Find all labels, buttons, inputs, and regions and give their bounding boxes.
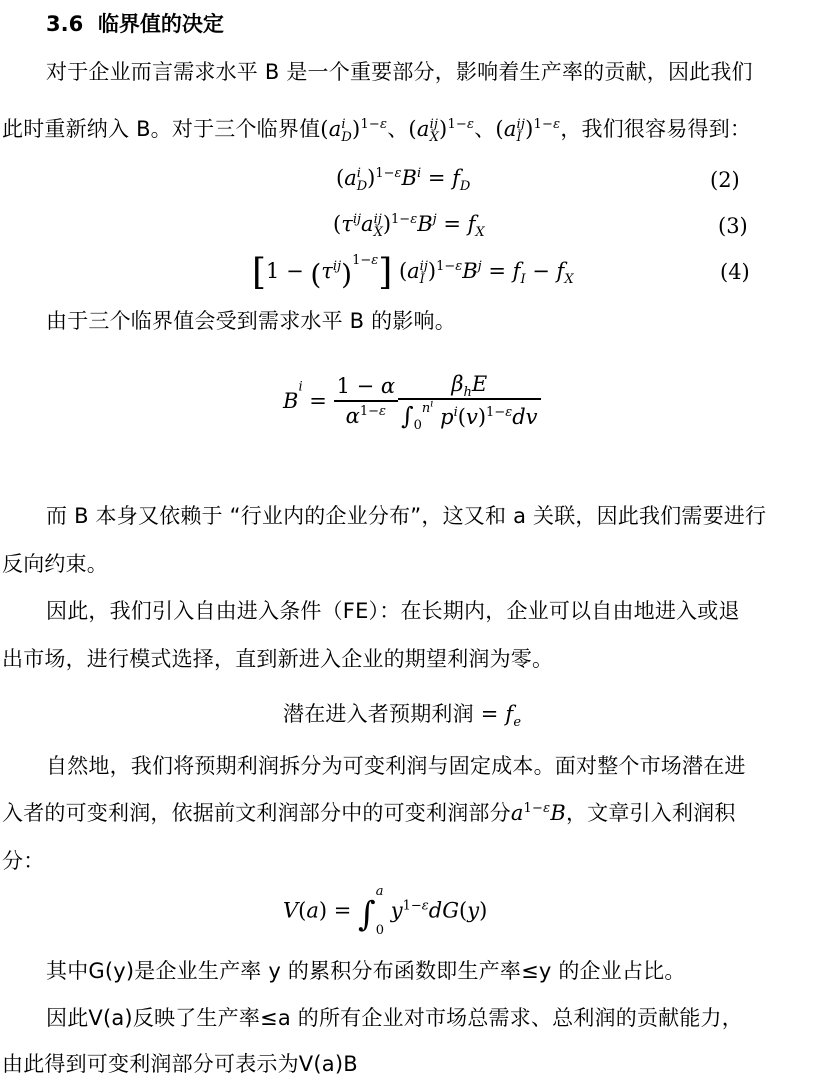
paragraph-6: 其中G(y)是企业生产率 y 的累积分布函数即生产率≤y 的企业占比。 (46, 959, 686, 983)
frac-numerator: 1 − α (334, 374, 399, 402)
frac-denominator: $\int_0^{n^i}$ $p^i(v)^{1-\varepsilon}dv$ (401, 398, 538, 434)
paragraph-2: 由于三个临界值会受到需求水平 B 的影响。 (46, 309, 456, 333)
section-heading (46, 8, 224, 38)
equation-2: (a i D )$^{1-\varepsilon}B^i = f_D$ (336, 165, 471, 195)
paragraph-4-line-1: 因此，我们引入自由进入条件（FE）：在长期内，企业可以自由地进入或退 (46, 599, 740, 623)
equation-free-entry: 潜在进入者预期利润 = $f_e$ (283, 702, 522, 731)
inline-math-aX: (a ij X )$^{1-\varepsilon}$ (408, 116, 475, 145)
equation-4-number: (4) (720, 260, 750, 284)
paragraph-4-line-2: 出市场，进行模式选择，直到新进入企业的期望利润为零。 (2, 647, 554, 671)
paragraph-5-line-1: 自然地，我们将预期利润拆分为可变利润与固定成本。面对整个市场潜在进 (46, 754, 746, 778)
text-span: 入者的可变利润，依据前文利润部分中的可变利润部分 (2, 801, 511, 825)
paragraph-3-line-2: 反向约束。 (2, 552, 108, 576)
paragraph-3-line-1: 而 B 本身又依赖于 “行业内的企业分布”，这又和 a 关联，因此我们需要进行 (46, 504, 767, 528)
text-span: 、 (474, 117, 496, 141)
text-span: 此时重新纳入 B。对于三个临界值 (2, 117, 321, 141)
paragraph-5-line-3: 分： (2, 849, 45, 873)
text-span: 、 (387, 117, 409, 141)
equation-4: $[1 - (\tau^{ij})^{1-\varepsilon}]$ (a ij I )$^{1-\varepsilon}B^j = f_I - f_X$ (252, 252, 574, 293)
equation-profit-integral: V(a) = ∫ a 0 $y^{1-\varepsilon}dG(y)$ (283, 884, 488, 938)
inline-math-aI: (a ij I )$^{1-\varepsilon}$ (495, 116, 561, 145)
fraction-alpha (334, 374, 399, 428)
text-span: ，我们很容易得到： (560, 117, 752, 141)
frac-denominator: $\alpha^{1-\varepsilon}$ (345, 404, 386, 428)
equation-3-number: (3) (718, 214, 748, 238)
fraction-beta (398, 372, 540, 434)
text-span: ，文章引入利润积 (565, 801, 736, 825)
equation-3: ($\tau^{ij}a$ ij X )$^{1-\varepsilon}B^j = f_X$ (333, 211, 485, 241)
inline-math-profit: $a^{1-\varepsilon}B$ (510, 801, 566, 825)
paragraph-5-line-2 (2, 797, 736, 827)
frac-numerator: $\beta_hE$ (398, 372, 540, 400)
paragraph-7-line-2: 由此得到可变利润部分可表示为V(a)B (2, 1052, 358, 1076)
equation-2-number: (2) (710, 168, 740, 192)
equation-demand-level: $B^i$ = $\frac{1 - \alpha}{\alpha^{1-\varepsilon}}$ $\frac{\beta_hE}{\int_0^{n^i} p^i(v)^{1-\varepsilon}dv}$ (283, 372, 541, 430)
fe-lhs: 潜在进入者预期利润 (283, 702, 474, 726)
paragraph-7-line-1: 因此V(a)反映了生产率≤a 的所有企业对市场总需求、总利润的贡献能力， (46, 1006, 743, 1030)
inline-math-aD: (a i D )$^{1-\varepsilon}$ (320, 116, 388, 145)
paragraph-1-line-1: 对于企业而言需求水平 B 是一个重要部分，影响着生产率的贡献，因此我们 (46, 60, 753, 84)
section-number: 3.6 (46, 12, 84, 36)
paragraph-1-line-2 (2, 113, 751, 144)
section-title: 临界值的决定 (97, 12, 224, 36)
